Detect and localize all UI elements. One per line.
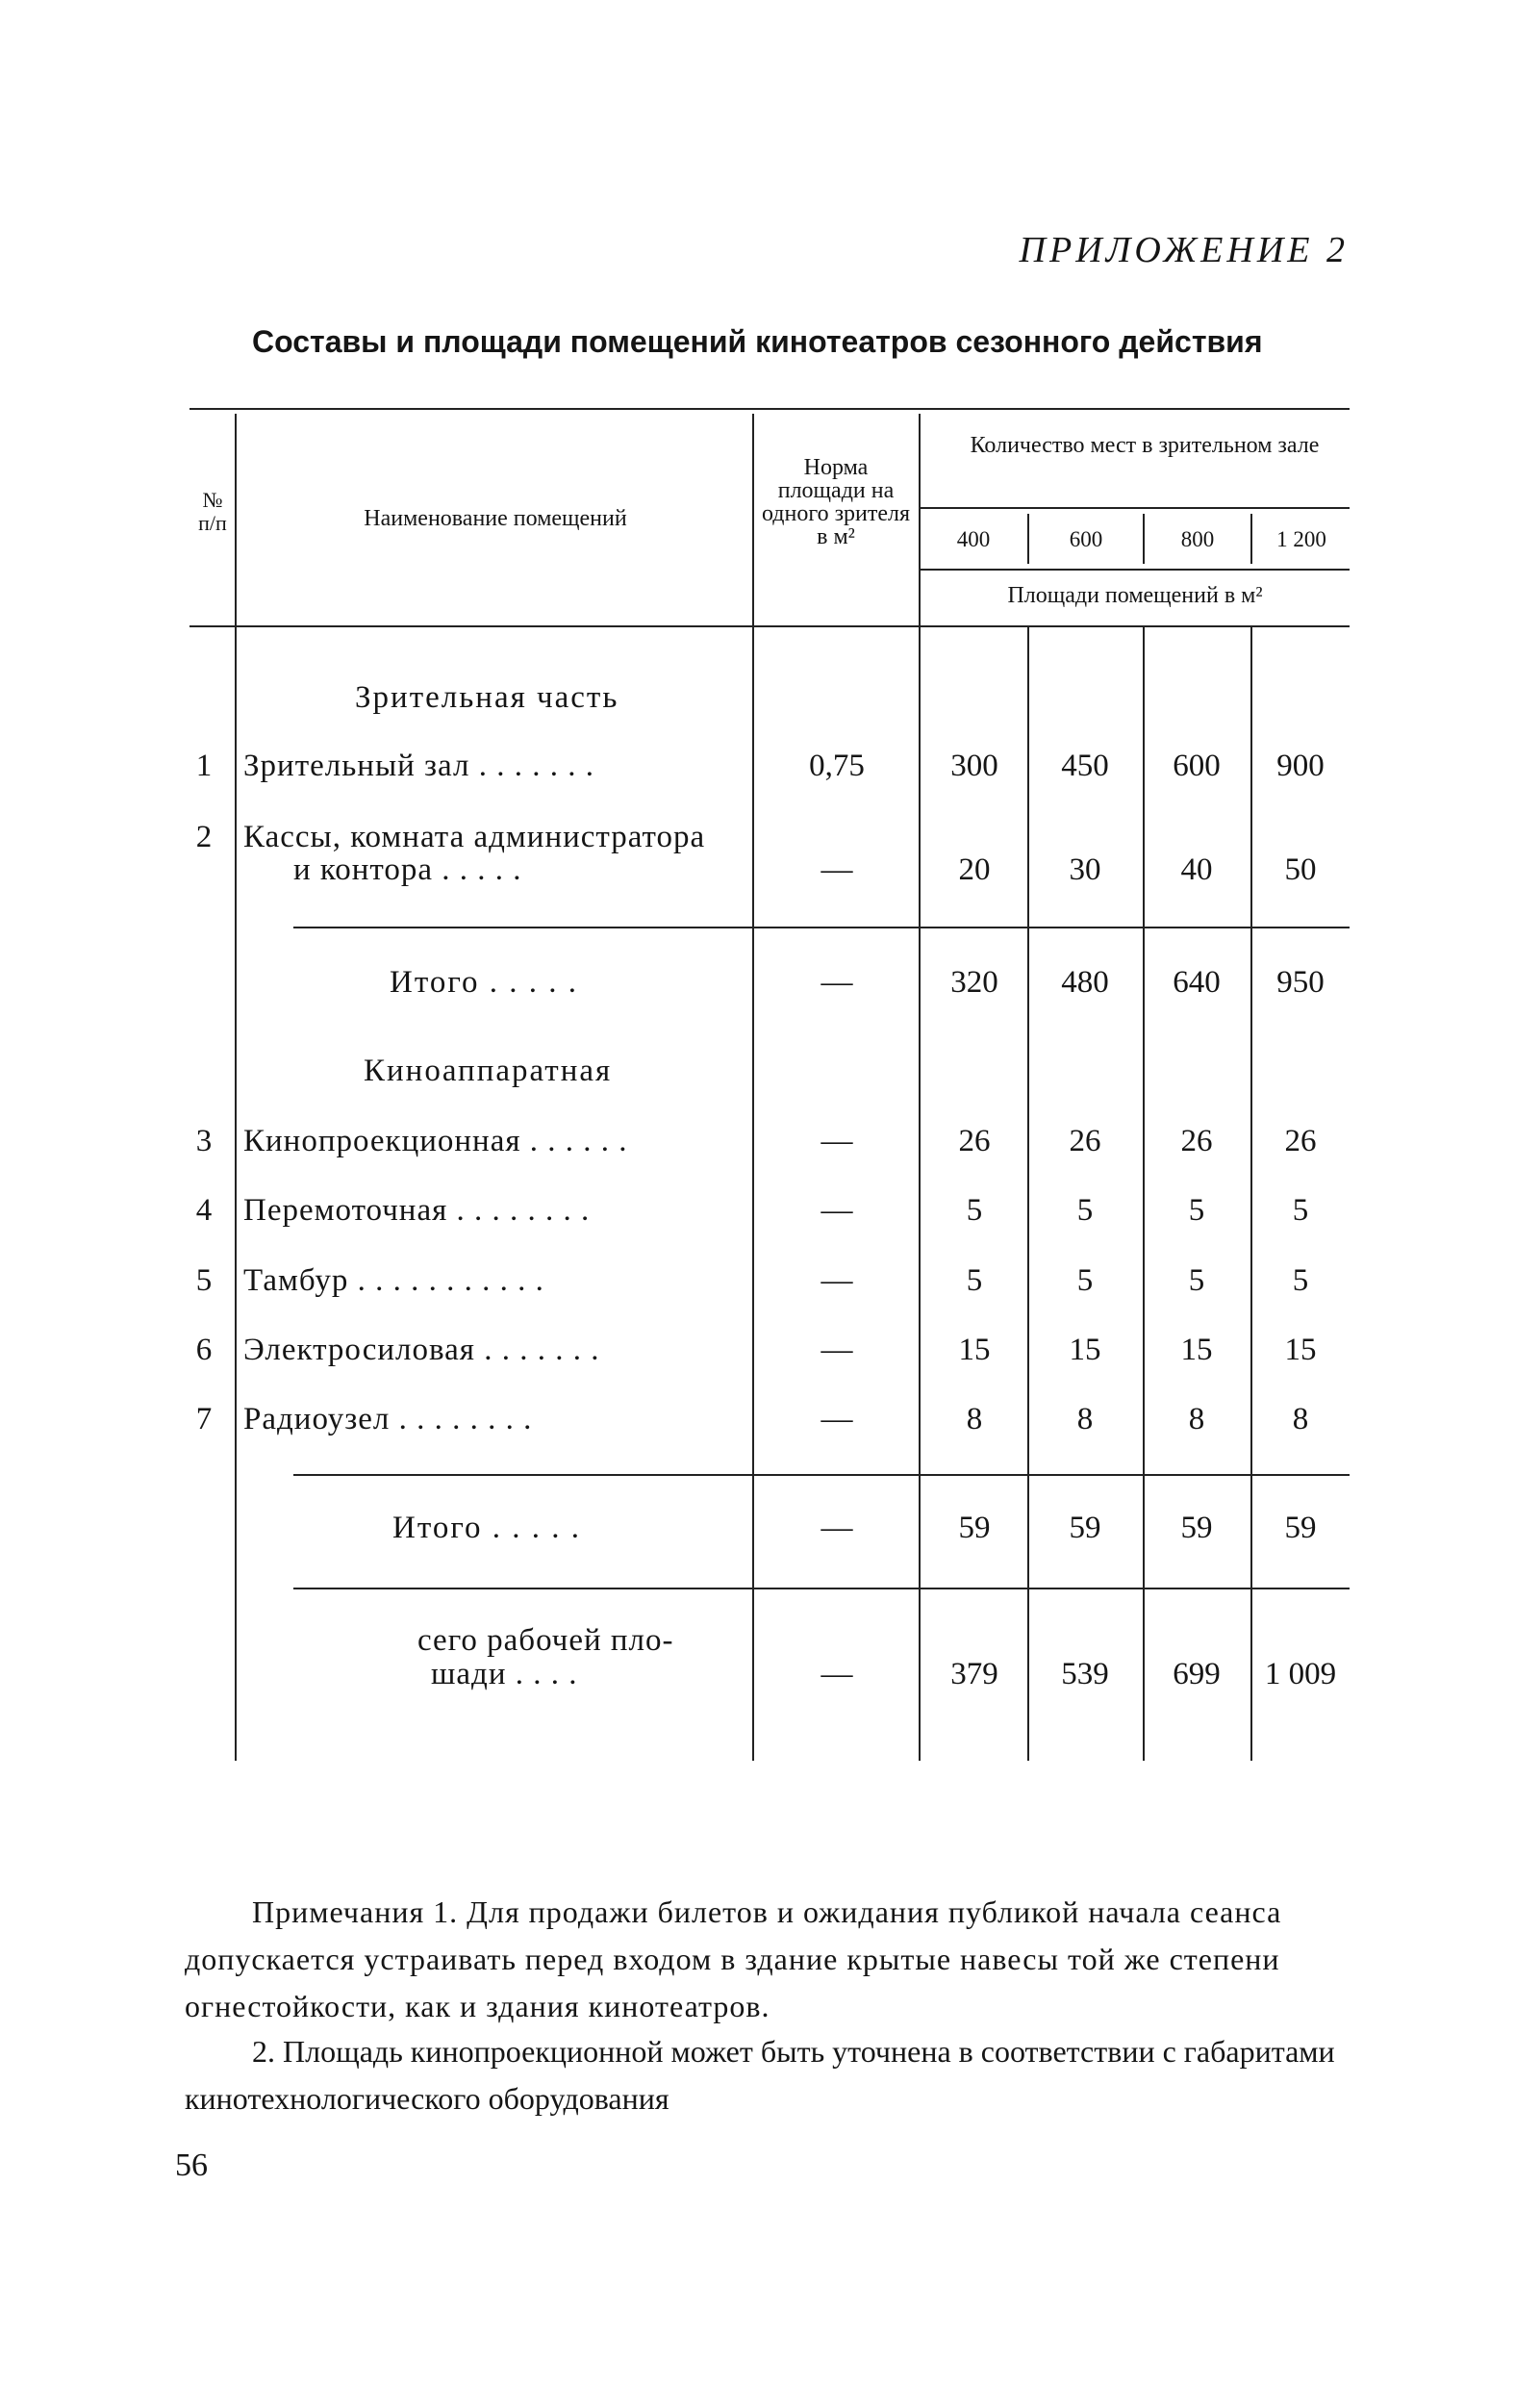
row-value-400: 8 [966, 1402, 983, 1436]
row-value-600: 450 [1061, 749, 1109, 783]
row-value-400: 20 [958, 852, 991, 887]
section-title-projection: Киноаппаратная [364, 1054, 613, 1088]
row-name: Кинопроекционная . . . . . . [243, 1124, 628, 1158]
row-value-600: 5 [1076, 1193, 1094, 1228]
header-seats-group: Количество мест в зрительном зале [970, 433, 1320, 458]
column-rule-400-head [1027, 514, 1029, 564]
subtotal-label: Итого . . . . . [390, 965, 579, 1000]
section-title-auditorium: Зрительная часть [355, 680, 619, 715]
row-name: Радиоузел . . . . . . . . [243, 1402, 533, 1436]
header-norm: Норма площади на одного зрителя в м² [761, 455, 911, 549]
row-num: 3 [195, 1124, 213, 1158]
row-norm: 0,75 [809, 749, 865, 783]
subtotal-value-1200: 59 [1284, 1511, 1317, 1545]
row-value-400: 5 [966, 1263, 983, 1298]
grand-total-value-600: 539 [1061, 1657, 1109, 1691]
row-value-400: 300 [950, 749, 998, 783]
document-title: Составы и площади помещений кинотеатров сезонного действия [252, 324, 1263, 359]
row-value-1200: 26 [1284, 1124, 1317, 1158]
row-num: 5 [195, 1263, 213, 1298]
header-areas: Площади помещений в м² [1007, 583, 1263, 608]
subtotal-rule-1 [293, 927, 1350, 928]
row-value-600: 8 [1076, 1402, 1094, 1436]
subtotal-norm: — [820, 1511, 853, 1545]
subtotal-value-800: 59 [1180, 1511, 1213, 1545]
row-value-600: 5 [1076, 1263, 1094, 1298]
row-name-continued: и контора . . . . . [293, 852, 522, 887]
row-value-400: 26 [958, 1124, 991, 1158]
grand-total-rule [293, 1588, 1350, 1589]
row-name: Электросиловая . . . . . . . [243, 1333, 600, 1367]
row-name: Кассы, комната администратора [243, 820, 706, 854]
subtotal-value-800: 640 [1173, 965, 1221, 1000]
row-value-1200: 50 [1284, 852, 1317, 887]
column-rule-name [752, 414, 754, 1761]
row-value-1200: 5 [1292, 1263, 1309, 1298]
grand-total-value-1200: 1 009 [1264, 1657, 1337, 1691]
row-name: Тамбур . . . . . . . . . . . [243, 1263, 544, 1298]
row-num: 6 [195, 1333, 213, 1367]
subtotal-norm: — [820, 965, 853, 1000]
grand-total-label-continued: шади . . . . [431, 1657, 578, 1691]
header-rule-seats [919, 507, 1350, 509]
header-name: Наименование помещений [364, 506, 627, 531]
row-num: 1 [195, 749, 213, 783]
row-value-800: 8 [1188, 1402, 1205, 1436]
row-value-800: 26 [1180, 1124, 1213, 1158]
column-rule-num [235, 414, 237, 1761]
row-num: 4 [195, 1193, 213, 1228]
grand-total-value-800: 699 [1173, 1657, 1221, 1691]
subtotal-value-1200: 950 [1276, 965, 1325, 1000]
grand-total-norm: — [820, 1657, 853, 1691]
subtotal-label: Итого . . . . . [392, 1511, 582, 1545]
row-value-800: 600 [1173, 749, 1221, 783]
page-number: 56 [175, 2148, 208, 2183]
header-bottom-rule [189, 625, 1350, 627]
grand-total-label: сего рабочей пло- [417, 1623, 674, 1658]
header-seats-1200: 1 200 [1276, 527, 1326, 551]
row-norm: — [820, 1124, 853, 1158]
header-seats-600: 600 [1069, 527, 1103, 551]
column-rule-norm [919, 414, 921, 1761]
row-value-600: 26 [1069, 1124, 1101, 1158]
row-value-800: 15 [1180, 1333, 1213, 1367]
row-value-1200: 15 [1284, 1333, 1317, 1367]
row-norm: — [820, 1193, 853, 1228]
header-seats-800: 800 [1180, 527, 1215, 551]
row-name: Зрительный зал . . . . . . . [243, 749, 594, 783]
grand-total-value-400: 379 [950, 1657, 998, 1691]
table-top-rule [189, 408, 1350, 410]
row-value-1200: 900 [1276, 749, 1325, 783]
row-value-800: 40 [1180, 852, 1213, 887]
header-rule-areas [919, 569, 1350, 571]
row-norm: — [820, 1263, 853, 1298]
subtotal-value-400: 59 [958, 1511, 991, 1545]
row-value-400: 5 [966, 1193, 983, 1228]
row-norm: — [820, 852, 853, 887]
subtotal-value-600: 480 [1061, 965, 1109, 1000]
note-2: 2. Площадь кинопроекционной может быть уточнена в соответствии с габаритами кинотехнологического оборудования [185, 2034, 1335, 2116]
column-rule-800-head [1250, 514, 1252, 564]
subtotal-rule-2 [293, 1474, 1350, 1476]
row-value-600: 15 [1069, 1333, 1101, 1367]
row-value-1200: 5 [1292, 1193, 1309, 1228]
subtotal-value-400: 320 [950, 965, 998, 1000]
column-rule-600-head [1143, 514, 1145, 564]
header-num: № п/п [198, 488, 227, 535]
row-value-600: 30 [1069, 852, 1101, 887]
row-name: Перемоточная . . . . . . . . [243, 1193, 591, 1228]
row-num: 2 [195, 820, 213, 854]
note-1: Примечания 1. Для продажи билетов и ожидания публикой начала сеанса допускается устраивать перед входом в здание крытые навесы той же степени огнестойкости, как и здания кинотеатров. [185, 1894, 1282, 2023]
row-value-1200: 8 [1292, 1402, 1309, 1436]
row-value-800: 5 [1188, 1263, 1205, 1298]
row-value-800: 5 [1188, 1193, 1205, 1228]
row-num: 7 [195, 1402, 213, 1436]
row-norm: — [820, 1333, 853, 1367]
header-seats-400: 400 [956, 527, 991, 551]
subtotal-value-600: 59 [1069, 1511, 1101, 1545]
row-norm: — [820, 1402, 853, 1436]
row-value-400: 15 [958, 1333, 991, 1367]
appendix-label: ПРИЛОЖЕНИЕ 2 [1019, 230, 1349, 270]
